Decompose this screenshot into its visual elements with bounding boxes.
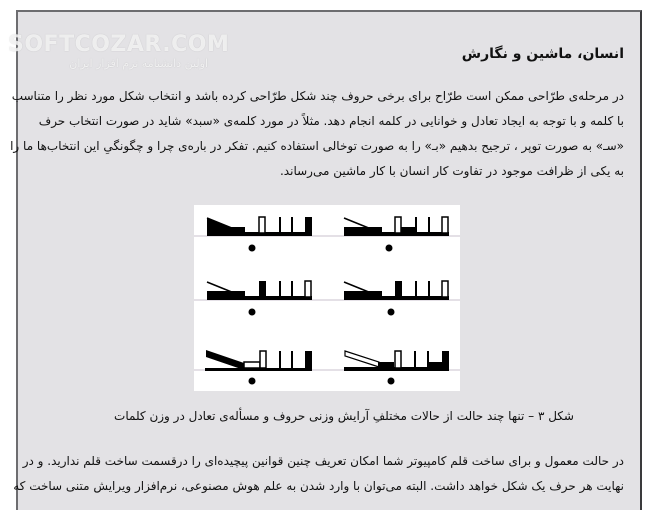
text-line: نهایت هر حرف یک شکل خواهد داشت. البته می‌توان با وارد شدن به علم هوش مصنوعی، نرم‌افزار ویرایش متنی ساخت که xyxy=(13,479,624,493)
text-line: «سـ» به صورت توپر ، ترجیح بدهیم «بـ» را به صورت توخالی استفاده کنیم. تفکر در باره‌ی چرا و چگونگیِ این انتخاب‌ها ما را xyxy=(10,139,624,153)
variant-3 xyxy=(207,281,312,316)
glyph-weight-figure xyxy=(194,205,460,391)
paragraph-intro xyxy=(10,84,624,184)
watermark-tagline: اولین دانشنامه نرم افزار ایران xyxy=(69,57,208,70)
variant-5 xyxy=(205,350,312,385)
glyph-variants-illustration xyxy=(194,205,460,391)
figure-caption: شکل ۳ – تنها چند حالت از حالات مختلفِ آرایش وزنی حروف و مسأله‌ی تعادل در وزن کلمات xyxy=(114,409,574,423)
text-line: با کلمه و با توجه به ایجاد تعادل و خوانایی در کلمه انجام دهد. مثلاً در مورد کلمه‌ی «سبد» شاید در صورت انتخاب حرف xyxy=(38,114,624,128)
paragraph-body xyxy=(13,449,624,499)
variant-6 xyxy=(344,351,449,385)
document-page xyxy=(10,10,642,510)
variant-2 xyxy=(344,217,449,252)
text-line: به یکی از ظرافت موجود در تفاوت کار انسان با کار ماشین می‌رساند. xyxy=(279,164,624,178)
variant-4 xyxy=(344,281,449,316)
section-title: انسان، ماشین و نگارش xyxy=(461,46,624,62)
text-line: در مرحله‌ی طرّاحی ممکن است طرّاح برای برخی حروف چند شکل طرّاحی کرده باشد و انتخاب شکل مورد نظر را متناسب xyxy=(11,89,624,103)
watermark-brand: SOFTCOZAR.COM xyxy=(8,32,230,57)
variant-1 xyxy=(207,217,312,252)
text-line: در حالت معمول و برای ساخت قلم کامپیوتر شما امکان تعریف چنین قوانین پیچیده‌ای را درقسمت ساخت قلم ندارید. و در xyxy=(22,454,624,468)
